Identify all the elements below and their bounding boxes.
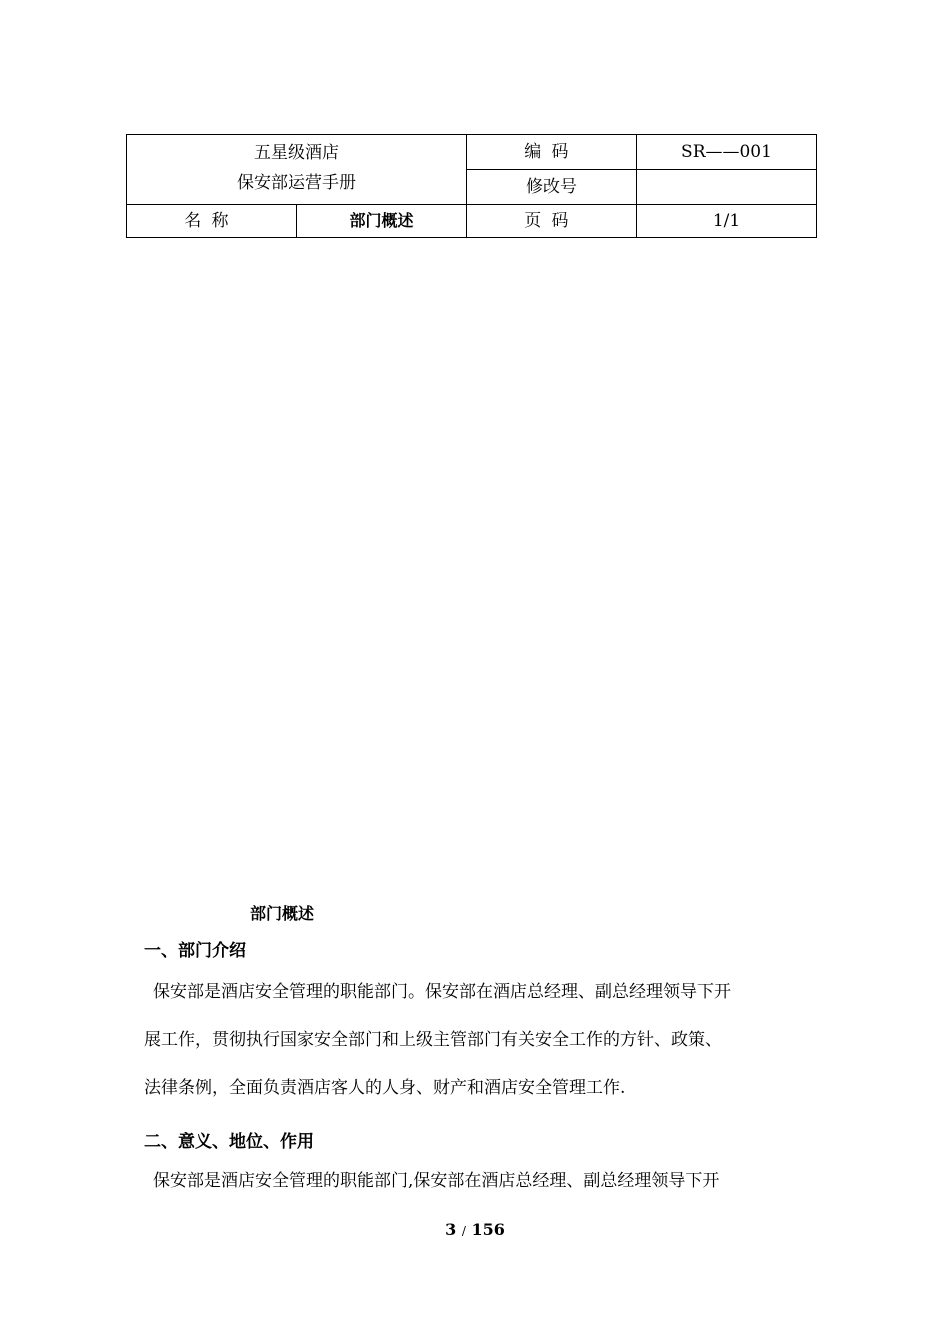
code-value: SR——001 [637, 135, 817, 170]
section2-heading: 二、意义、地位、作用 [144, 1132, 314, 1152]
total-page-count: 156 [471, 1220, 505, 1239]
doc-title: 部门概述 [250, 904, 315, 923]
page-separator: / [461, 1224, 466, 1238]
header-table [126, 134, 817, 238]
manual-title-line2: 保安部运营手册 [237, 173, 356, 193]
manual-title-cell [127, 135, 467, 205]
page-number [0, 1220, 950, 1239]
section1-paragraph [144, 968, 824, 1112]
code-label: 编码 [467, 135, 637, 170]
section2-paragraph [144, 1157, 824, 1205]
section1-line: 法律条例，全面负责酒店客人的人身、财产和酒店安全管理工作. [144, 1078, 626, 1098]
section2-line: 保安部是酒店安全管理的职能部门,保安部在酒店总经理、副总经理领导下开 [153, 1171, 720, 1191]
revision-value [637, 170, 817, 205]
name-value: 部门概述 [297, 205, 467, 238]
page-label: 页码 [467, 205, 637, 238]
name-label: 名称 [127, 205, 297, 238]
page-value: 1/1 [637, 205, 817, 238]
section1-line: 展工作，贯彻执行国家安全部门和上级主管部门有关安全工作的方针、政策、 [144, 1030, 722, 1050]
current-page-number: 3 [445, 1220, 457, 1239]
revision-label: 修改号 [467, 170, 637, 205]
section1-heading: 一、部门介绍 [144, 941, 246, 961]
manual-title-line1: 五星级酒店 [254, 143, 339, 163]
section1-line: 保安部是酒店安全管理的职能部门。保安部在酒店总经理、副总经理领导下开 [153, 982, 731, 1002]
